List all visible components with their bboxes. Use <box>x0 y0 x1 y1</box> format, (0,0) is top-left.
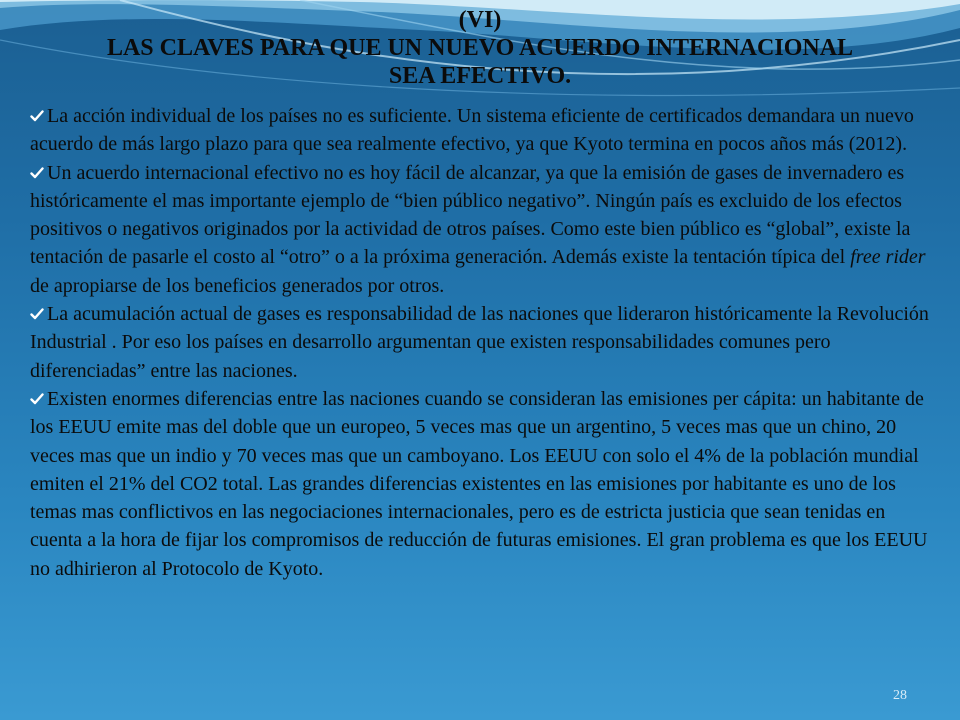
bullet-text-3: La acumulación actual de gases es responsabilidad de las naciones que lideraron históricamente la Revolución Industrial . Por eso los países en desarrollo argumentan que existen responsabilidades comunes pero diferenciadas” entre las naciones. <box>30 303 929 382</box>
bullet-item-1 <box>30 102 930 159</box>
bullet-text-2-italic: free rider <box>850 246 926 269</box>
bullet-text-2a: Un acuerdo internacional efectivo no es hoy fácil de alcanzar, ya que la emisión de gases de invernadero es históricamente el mas importante ejemplo de “bien público negativo”. Ningún país es excluido de los efectos positivos o negativos originados por la actividad de otros países. Como este bien público es “global”, existe la tentación de pasarle el costo al “otro” o a la próxima generación. Además existe la tentación típica del <box>30 161 911 269</box>
title-line-3: SEA EFECTIVO. <box>388 63 572 89</box>
title-line-2: LAS CLAVES PARA QUE UN NUEVO ACUERDO INTERNACIONAL <box>106 35 854 61</box>
bullet-item-3 <box>30 300 930 385</box>
bullet-text-2b: de apropiarse de los beneficios generados por otros. <box>30 274 445 297</box>
bullet-item-4 <box>30 385 930 583</box>
checkmark-icon <box>30 307 44 321</box>
checkmark-icon <box>30 392 44 406</box>
title-line-1: (VI) <box>458 7 502 33</box>
checkmark-icon <box>30 166 44 180</box>
bullet-text-4: Existen enormes diferencias entre las naciones cuando se consideran las emisiones per cápita: un habitante de los EEUU emite mas del doble que un europeo, 5 veces mas que un argentino, 5 veces mas que un chino, 20 veces mas que un indio y 70 veces mas que un camboyano. Los EEUU con solo el 4% de la población mundial emiten el 21% del CO2 total. Las grandes diferencias existentes en las emisiones por habitante es uno de los temas mas conflictivos en las negociaciones internacionales, pero es de estricta justicia que sean tenidas en cuenta a la hora de fijar los compromisos de reducción de futuras emisiones. El gran problema es que los EEUU no adhirieron al Protocolo de Kyoto. <box>30 387 928 580</box>
bullet-text-1: La acción individual de los países no es suficiente. Un sistema eficiente de certificados demandara un nuevo acuerdo de más largo plazo para que sea realmente efectivo, ya que Kyoto termina en pocos años más (2012). <box>30 105 914 156</box>
page-number: 28 <box>893 688 907 703</box>
bullet-list <box>30 102 930 583</box>
bullet-item-2 <box>30 159 930 300</box>
slide-title <box>30 6 930 90</box>
checkmark-icon <box>30 109 44 123</box>
